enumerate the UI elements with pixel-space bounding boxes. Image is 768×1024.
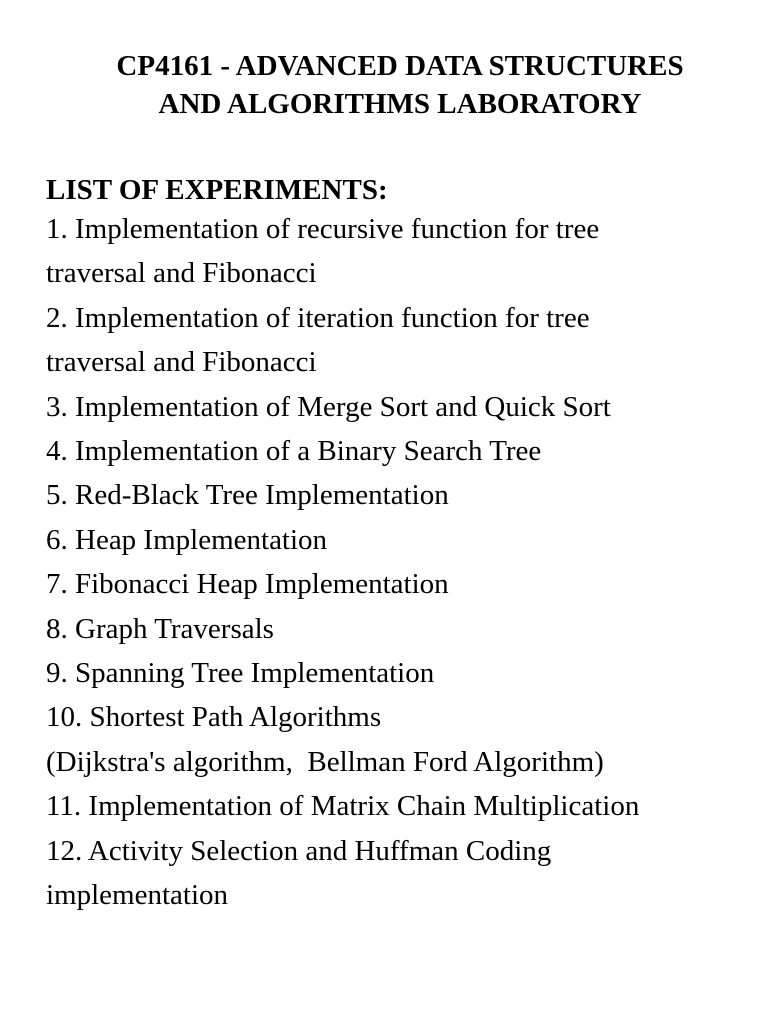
experiment-line: 10. Shortest Path Algorithms (46, 701, 382, 734)
experiment-line: 12. Activity Selection and Huffman Coding (46, 834, 552, 867)
experiment-line: 5. Red-Black Tree Implementation (46, 479, 449, 512)
experiment-line: 4. Implementation of a Binary Search Tree (46, 435, 542, 468)
experiment-line: 11. Implementation of Matrix Chain Multiplication (46, 790, 640, 823)
experiments-heading: LIST OF EXPERIMENTS: (46, 174, 388, 206)
experiment-line: 9. Spanning Tree Implementation (46, 657, 435, 690)
title-line-2: AND ALGORITHMS LABORATORY (158, 88, 642, 120)
document-title (20, 47, 768, 123)
experiment-line: 6. Heap Implementation (46, 523, 328, 556)
experiment-list (46, 207, 746, 918)
title-line-1: CP4161 - ADVANCED DATA STRUCTURES (116, 50, 684, 82)
experiment-line: 8. Graph Traversals (46, 612, 274, 645)
experiment-line: 3. Implementation of Merge Sort and Quick Sort (46, 390, 611, 423)
experiment-line: 1. Implementation of recursive function for tree (46, 213, 600, 245)
experiment-line: (Dijkstra's algorithm, Bellman Ford Algorithm) (46, 745, 604, 778)
experiment-line: 7. Fibonacci Heap Implementation (46, 568, 449, 601)
experiment-line: 2. Implementation of iteration function for tree (46, 301, 590, 334)
experiment-line: implementation (46, 879, 229, 912)
experiment-line: traversal and Fibonacci (46, 346, 317, 379)
experiment-line: traversal and Fibonacci (46, 257, 317, 290)
